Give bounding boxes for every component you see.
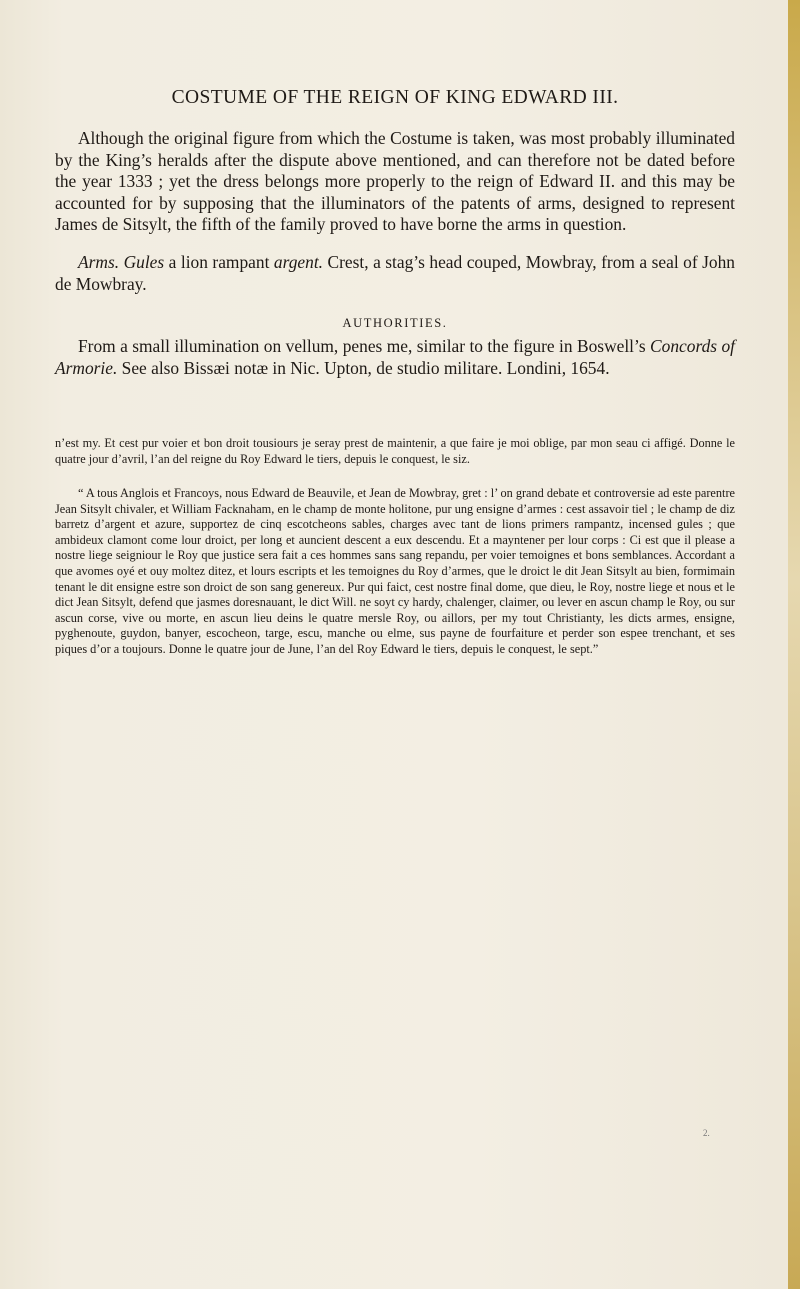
page-header: COSTUME OF THE REIGN OF KING EDWARD III. <box>171 87 619 108</box>
authorities-title: Concords of Armorie. <box>55 336 735 378</box>
quote-paragraph-1: n’est my. Et cest pur voier et bon droit tousiours je seray prest de maintenir, a que faire je moi oblige, par mon seau ci affigé. Donne le quatre jour d’avril, l’an del reigne du Roy Edward le tiers, depuis le conquest, le siz. <box>55 436 735 466</box>
quote-paragraph-2: “ A tous Anglois et Francoys, nous Edward de Beauvile, et Jean de Mowbray, gret : l’ on grand debate et controversie ad este parentre Jean Sitsylt chivaler, et William Facknaham, en le champ de monte holitone, pur ung ensigne d’armes : cest assavoir tiel ; le champ de diz barretz d’argent et azure, supportez de cinq escotcheons sables, charges avec tant de lions primers rampantz, incensed gules ; que ambideux clamont come lour droict, per long et auncient descent a eux descendu. Et a mayntener per lour corps : Ci est que il please a nostre liege seigniour le Roy que justice sera fait a ces hommes sans sang repandu, per voier temoignes et bons semblances. Accordant a que avomes oyé et ouy moltez ditez, et lours escripts et les temoignes du Roy d’armes, que le droict le dit Jean Sitsylt au bien, formimain tenant le dit ensigne estre son droict de son sang genereux. Pur qui faict, cest nostre final dome, que dieu, le Roy, nostre liege et nous et le dict Jean Sitsylt, defend que jasmes doresnauant, le dict Will. ne soyt cy hardy, chalenger, claimer, ou lever en ascun champ le Roy, ou sur ascun corse, vive ou morte, en ascun lieu deins le quatre mersle Roy, ou aillors, per my tout Christianty, les dicts armes, ensigne, pyghenoute, guydon, banyer, escocheon, targe, escu, manche ou elme, sus payne de fourfaiture et perder son espee trenchant, et ses piques d’or a toujours. Donne le quatre jour de June, l’an del Roy Edward le tiers, depuis le conquest, le sept.” <box>55 486 735 656</box>
arms-gules: Gules <box>123 252 165 272</box>
authorities-text-2: See also Bissæi notæ in Nic. Upton, de studio militare. Londini, 1654. <box>117 357 610 378</box>
arms-argent: argent. <box>273 252 324 272</box>
arms-text-1: a lion rampant <box>164 252 274 272</box>
authorities-text-1: From a small illumination on vellum, penes me, similar to the figure in Boswell’s <box>78 336 651 356</box>
arms-paragraph <box>55 252 735 295</box>
arms-label: Arms. <box>78 252 120 272</box>
page-mark: 2. <box>703 1128 710 1138</box>
page-edge <box>788 0 800 1289</box>
body-paragraph-intro: Although the original figure from which the Costume is taken, was most probably illuminated by the King’s heralds after the dispute above mentioned, and can therefore not be dated before the year 1333 ; yet the dress belongs more properly to the reign of Edward II. and this may be accounted for by supposing that the illuminators of the patents of arms, designed to represent James de Sitsylt, the fifth of the family proved to have borne the arms in question. <box>55 128 735 234</box>
arms-text-2: Crest, a stag’s head couped, Mowbray, from a seal of John de Mowbray. <box>55 252 735 294</box>
authorities-paragraph <box>55 336 735 379</box>
authorities-heading: AUTHORITIES. <box>342 316 448 330</box>
